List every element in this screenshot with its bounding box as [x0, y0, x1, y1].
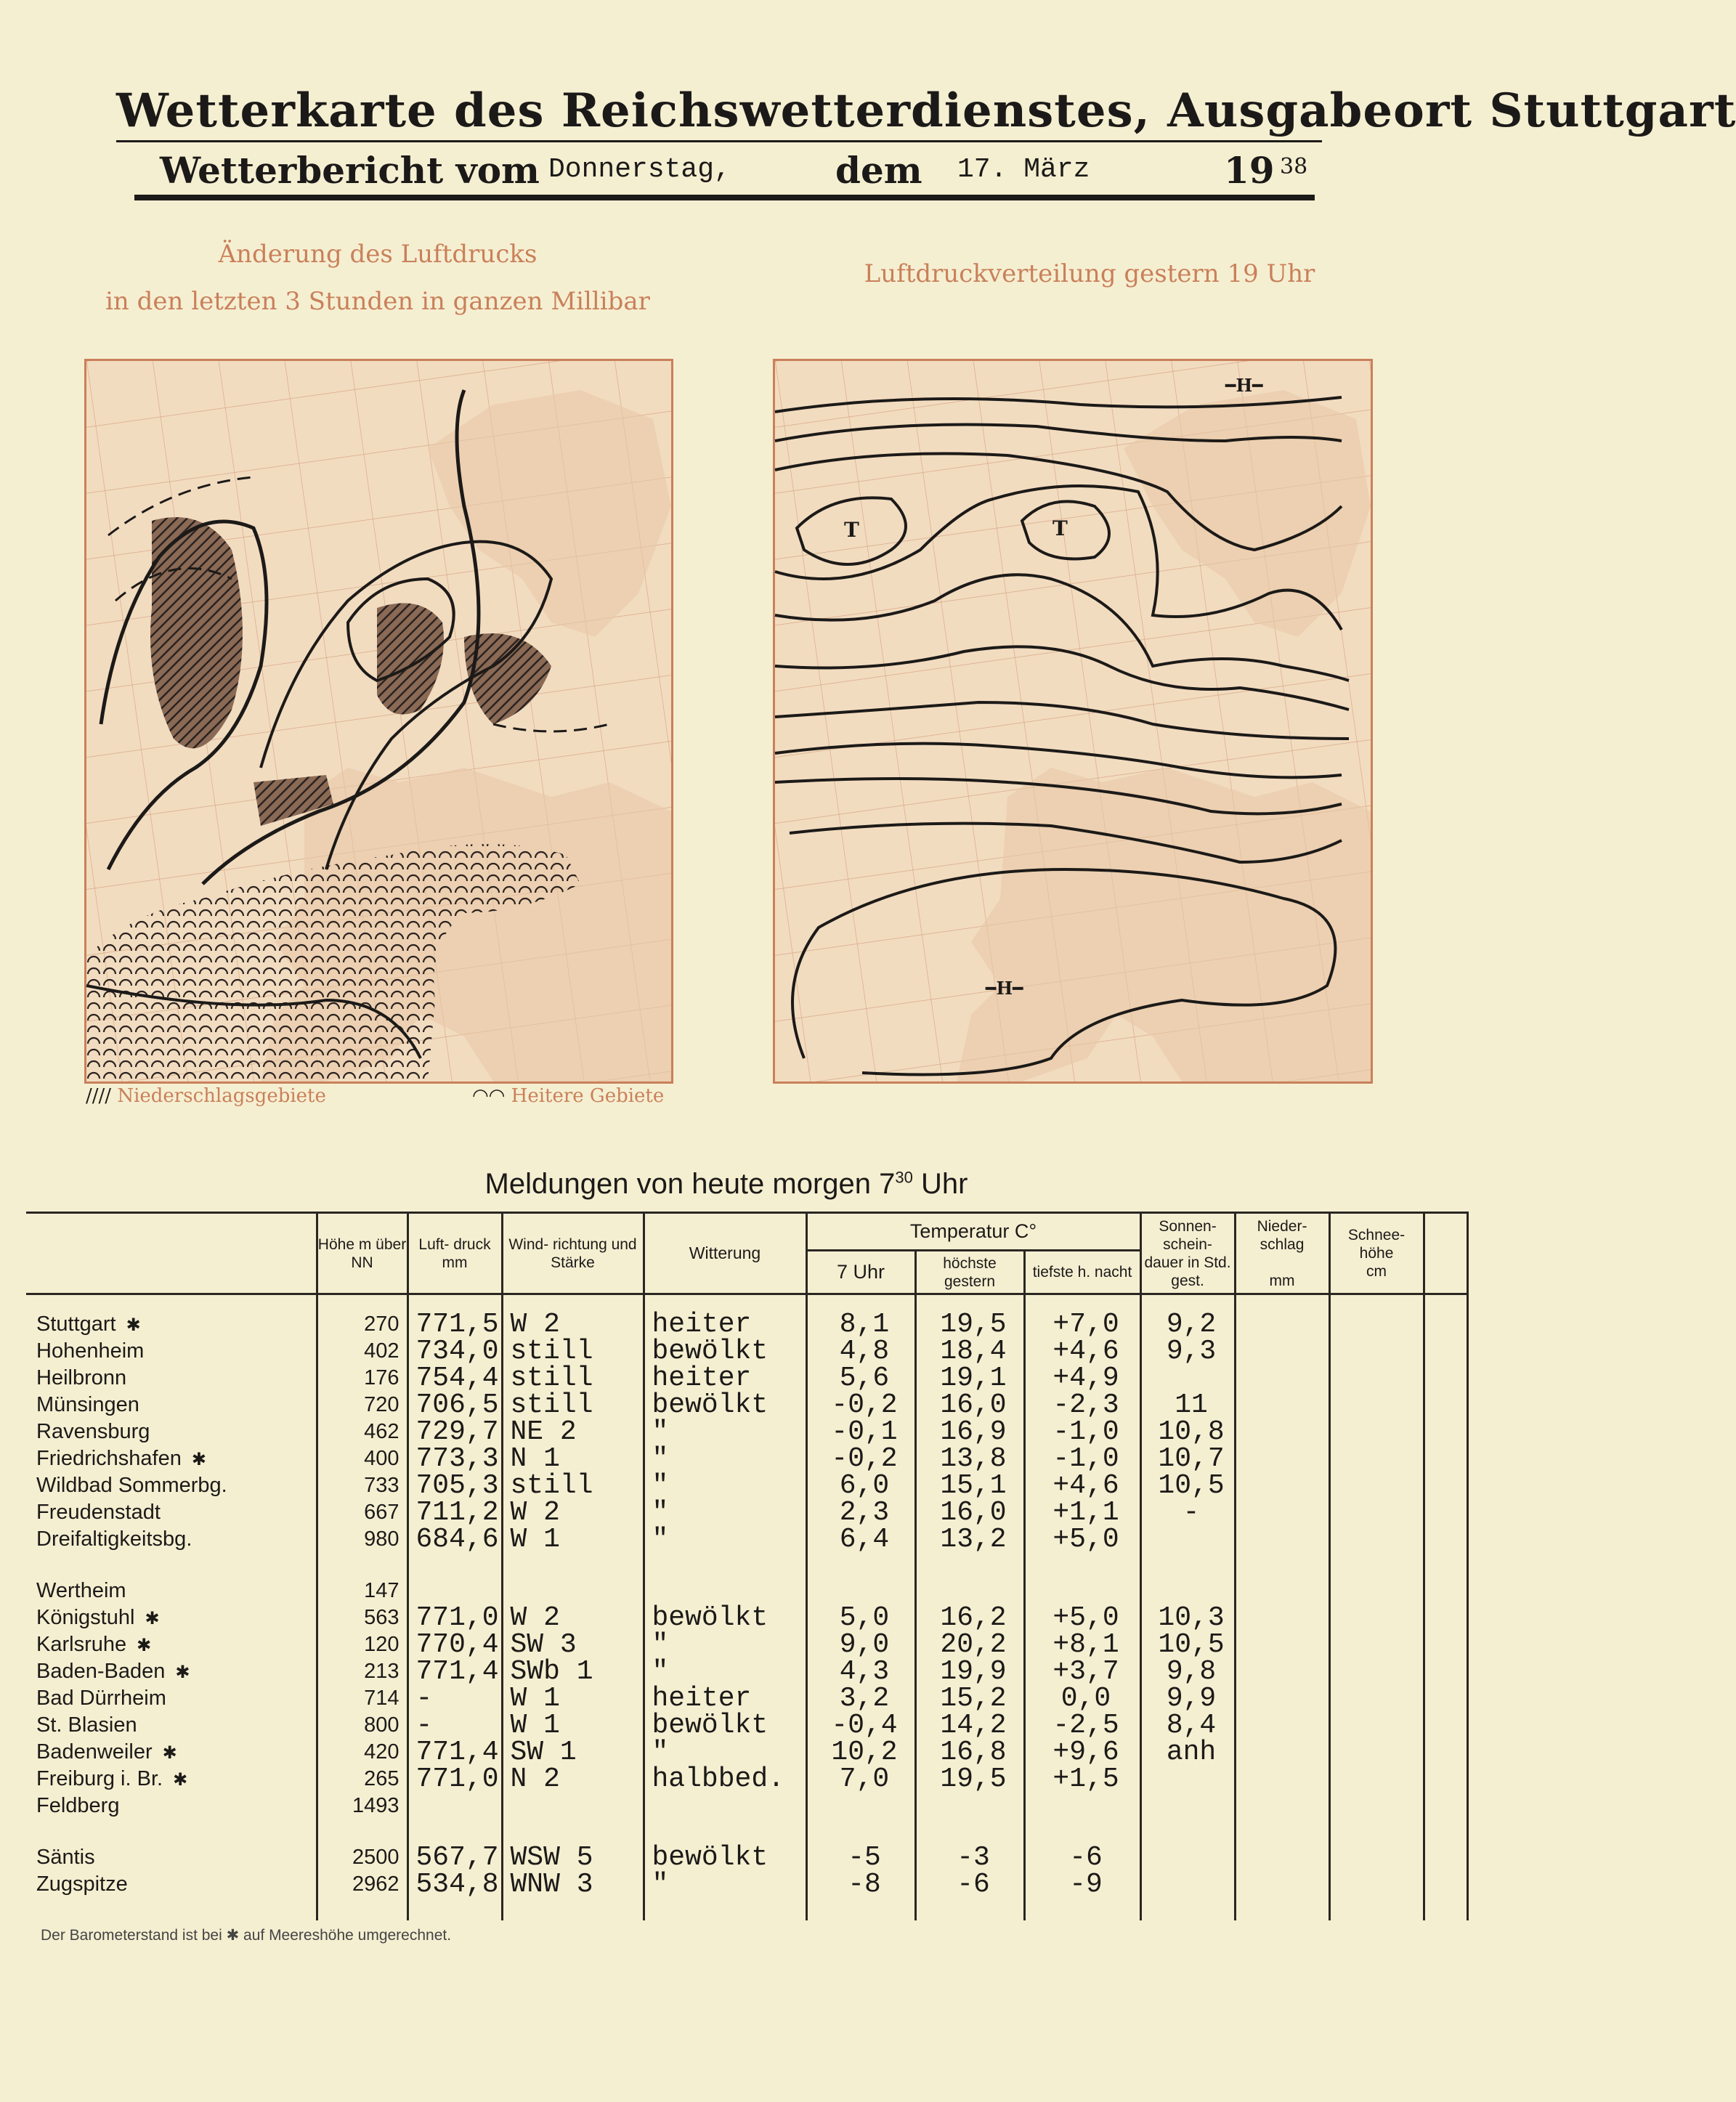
- sea-level-star-icon: ✱: [137, 1636, 152, 1655]
- cell-wind: SW 3: [510, 1629, 577, 1660]
- cell-hoehe: 720: [364, 1393, 399, 1416]
- cell-hoehe: 213: [364, 1660, 399, 1683]
- cell-t7: [815, 1578, 914, 1604]
- group-gap: [36, 1553, 316, 1578]
- cell-ttief: [1033, 1578, 1140, 1604]
- cell-sonne: [1149, 1871, 1234, 1898]
- cell-ttief: +1,5: [1052, 1764, 1119, 1795]
- col-sonne: Sonnen- schein- dauer in Std. gest.: [1140, 1213, 1235, 1294]
- report-heading: [0, 1168, 1453, 1201]
- col-witterung: Witterung: [644, 1213, 806, 1294]
- cell-t7: 10,2: [831, 1737, 898, 1768]
- thoch-values: [915, 1294, 1024, 1921]
- cell-wind: W 1: [510, 1683, 560, 1714]
- cell-hoehe: 800: [364, 1713, 399, 1737]
- high-symbol-south: ━H━: [986, 978, 1023, 999]
- cell-sonne: anh: [1166, 1737, 1217, 1768]
- cell-druck: 771,5: [415, 1309, 499, 1340]
- cell-sonne: -: [1183, 1497, 1200, 1528]
- cell-wind: still: [510, 1363, 593, 1394]
- group-gap: [511, 1553, 643, 1578]
- station-name-text: Ravensburg: [36, 1420, 150, 1443]
- station-name: [36, 1338, 316, 1365]
- col-ttief: tiefste h. nacht: [1024, 1251, 1140, 1294]
- cell-sonne: 9,8: [1166, 1656, 1217, 1687]
- station-name-text: Friedrichshafen: [36, 1447, 182, 1470]
- cell-thoch: 13,8: [940, 1443, 1007, 1474]
- station-name: [36, 1419, 316, 1445]
- table-body: [26, 1294, 1467, 1921]
- report-heading-text: Meldungen von heute morgen 7: [484, 1168, 896, 1200]
- cell-ttief: -1,0: [1052, 1416, 1119, 1448]
- cell-ttief: +5,0: [1052, 1524, 1119, 1555]
- station-name: [36, 1365, 316, 1392]
- cell-thoch: 19,5: [940, 1309, 1007, 1340]
- station-name: [36, 1871, 316, 1898]
- cell-t7: 6,0: [839, 1470, 890, 1501]
- rain-legend-symbol: ////: [86, 1085, 112, 1107]
- blank-values: [1424, 1294, 1467, 1921]
- cell-wind: still: [510, 1389, 593, 1421]
- cell-wind: SWb 1: [510, 1656, 593, 1687]
- group-gap: [652, 1553, 806, 1578]
- cell-druck: 773,3: [415, 1443, 499, 1474]
- cell-t7: 7,0: [839, 1764, 890, 1795]
- cell-t7: -5: [848, 1842, 881, 1873]
- station-name-text: Heilbronn: [36, 1366, 127, 1389]
- cell-witterung: ": [652, 1443, 669, 1474]
- group-gap: [924, 1819, 1023, 1844]
- cell-t7: 8,1: [839, 1309, 890, 1340]
- cell-druck: 771,0: [415, 1764, 499, 1795]
- footnote: Der Barometerstand ist bei ✱ auf Meereshöhe umgerechnet.: [41, 1927, 452, 1944]
- cell-druck: [416, 1578, 501, 1604]
- cell-wind: W 1: [510, 1524, 560, 1555]
- cell-ttief: -2,5: [1052, 1710, 1119, 1741]
- cell-wind: W 1: [510, 1710, 560, 1741]
- cell-ttief: 0,0: [1060, 1683, 1111, 1714]
- year-suffix: 38: [1280, 154, 1308, 179]
- cell-witterung: bewölkt: [652, 1710, 768, 1741]
- cell-thoch: 14,2: [940, 1710, 1007, 1741]
- cell-sonne: [1149, 1578, 1234, 1604]
- group-gap: [318, 1553, 399, 1578]
- cell-thoch: 15,2: [940, 1683, 1007, 1714]
- station-name: [36, 1739, 316, 1766]
- legend-rain: [86, 1085, 326, 1107]
- cell-ttief: +3,7: [1052, 1656, 1119, 1687]
- schnee-values: [1329, 1294, 1424, 1921]
- cell-wind: [511, 1793, 643, 1819]
- station-name: [36, 1526, 316, 1553]
- cell-hoehe: 2962: [352, 1872, 399, 1896]
- observations-table: [26, 1212, 1469, 1920]
- station-name-text: Bad Dürrheim: [36, 1687, 166, 1710]
- title-rule: [116, 140, 1322, 142]
- group-gap: [318, 1819, 399, 1844]
- station-name: [36, 1712, 316, 1739]
- sea-level-star-icon: ✱: [191, 1450, 206, 1469]
- cell-ttief: -6: [1069, 1842, 1103, 1873]
- cell-thoch: 19,1: [940, 1363, 1007, 1394]
- pressure-values: [407, 1294, 502, 1921]
- cell-druck: 567,7: [415, 1842, 499, 1873]
- cell-ttief: +7,0: [1052, 1309, 1119, 1340]
- station-name: [36, 1392, 316, 1419]
- right-map-title: Luftdruckverteilung gestern 19 Uhr: [864, 259, 1315, 288]
- cell-wind: NE 2: [510, 1416, 577, 1448]
- cell-druck: 771,0: [415, 1602, 499, 1634]
- station-name: [36, 1578, 316, 1604]
- sea-level-star-icon: ✱: [162, 1743, 177, 1763]
- cell-druck: 771,4: [415, 1656, 499, 1687]
- group-gap: [1033, 1553, 1140, 1578]
- report-date: 17. März: [957, 154, 1090, 185]
- group-gap: [652, 1819, 806, 1844]
- weekday: Donnerstag,: [548, 154, 731, 185]
- cell-hoehe: 462: [364, 1420, 399, 1443]
- sea-level-star-icon: ✱: [175, 1663, 190, 1682]
- cell-wind: W 2: [510, 1309, 560, 1340]
- cell-wind: W 2: [510, 1497, 560, 1528]
- cell-sonne: 9,2: [1166, 1309, 1217, 1340]
- cell-druck: 711,2: [415, 1497, 499, 1528]
- cell-hoehe: 733: [364, 1474, 399, 1497]
- cell-witterung: ": [652, 1416, 669, 1448]
- col-schnee-label: Schnee- höhe: [1347, 1227, 1406, 1262]
- cell-wind: SW 1: [510, 1737, 577, 1768]
- cell-witterung: bewölkt: [652, 1842, 768, 1873]
- sea-level-star-icon: ✱: [126, 1315, 141, 1335]
- header-rule: [134, 195, 1315, 200]
- station-name-text: Baden-Baden: [36, 1660, 166, 1683]
- cell-ttief: +4,6: [1052, 1470, 1119, 1501]
- sonne-values: [1140, 1294, 1235, 1921]
- cell-ttief: -2,3: [1052, 1389, 1119, 1421]
- station-name: [36, 1604, 316, 1631]
- station-name: [36, 1445, 316, 1472]
- station-name-text: St. Blasien: [36, 1713, 137, 1737]
- cell-ttief: +8,1: [1052, 1629, 1119, 1660]
- col-blank: [1424, 1213, 1467, 1294]
- col-t7: 7 Uhr: [806, 1251, 915, 1294]
- cell-druck: 729,7: [415, 1416, 499, 1448]
- station-name-text: Stuttgart: [36, 1312, 116, 1336]
- group-gap: [416, 1553, 501, 1578]
- pressure-change-map-svg: [86, 361, 671, 1082]
- col-schnee: [1329, 1213, 1424, 1294]
- low-symbol-west: T: [844, 518, 859, 542]
- cell-sonne: 9,9: [1166, 1683, 1217, 1714]
- cell-sonne: 10,5: [1158, 1470, 1225, 1501]
- cell-t7: -0,4: [831, 1710, 898, 1741]
- group-gap: [815, 1553, 914, 1578]
- pressure-distribution-map: [773, 359, 1373, 1084]
- cell-druck: 770,4: [415, 1629, 499, 1660]
- col-thoch: höchste gestern: [915, 1251, 1024, 1294]
- station-name-text: Königstuhl: [36, 1606, 135, 1629]
- cell-witterung: ": [652, 1497, 669, 1528]
- col-wind: Wind- richtung und Stärke: [502, 1213, 644, 1294]
- report-heading-tail: Uhr: [921, 1168, 968, 1200]
- col-hoehe: Höhe m über NN: [317, 1213, 407, 1294]
- cell-witterung: ": [652, 1524, 669, 1555]
- cell-hoehe: 980: [364, 1527, 399, 1551]
- cell-t7: 9,0: [839, 1629, 890, 1660]
- cell-ttief: [1033, 1793, 1140, 1819]
- cell-ttief: +4,9: [1052, 1363, 1119, 1394]
- station-name: [36, 1472, 316, 1499]
- cell-witterung: [652, 1578, 806, 1604]
- station-col-header: [26, 1213, 317, 1294]
- cell-wind: W 2: [510, 1602, 560, 1634]
- group-gap: [36, 1819, 316, 1844]
- pressure-change-map: [84, 359, 673, 1084]
- cell-witterung: bewölkt: [652, 1602, 768, 1634]
- station-name: [36, 1499, 316, 1526]
- group-gap: [1149, 1553, 1234, 1578]
- cell-t7: -0,2: [831, 1389, 898, 1421]
- cell-wind: WSW 5: [510, 1842, 593, 1873]
- cell-thoch: [924, 1793, 1023, 1819]
- cell-hoehe: 402: [364, 1339, 399, 1363]
- cell-druck: 684,6: [415, 1524, 499, 1555]
- report-label: Wetterbericht vom: [160, 149, 540, 192]
- station-name: [36, 1658, 316, 1685]
- cell-druck: 771,4: [415, 1737, 499, 1768]
- cell-hoehe: 1493: [352, 1794, 399, 1817]
- cell-ttief: +5,0: [1052, 1602, 1119, 1634]
- cell-t7: 4,8: [839, 1336, 890, 1367]
- cell-hoehe: 714: [364, 1687, 399, 1710]
- col-luftdruck: Luft- druck mm: [407, 1213, 502, 1294]
- col-niederschlag: [1235, 1213, 1329, 1294]
- cell-t7: 2,3: [839, 1497, 890, 1528]
- low-symbol-center: T: [1052, 516, 1068, 540]
- cell-witterung: heiter: [652, 1309, 752, 1340]
- cell-t7: 5,6: [839, 1363, 890, 1394]
- station-name: [36, 1631, 316, 1658]
- station-name-text: Zugspitze: [36, 1872, 128, 1896]
- cell-sonne: 10,5: [1158, 1629, 1225, 1660]
- station-name-text: Freudenstadt: [36, 1501, 161, 1524]
- sea-level-star-icon: ✱: [173, 1770, 188, 1790]
- group-gap: [1033, 1819, 1140, 1844]
- cell-hoehe: 265: [364, 1767, 399, 1790]
- cell-sonne: 10,7: [1158, 1443, 1225, 1474]
- dem-label: dem: [835, 149, 922, 192]
- cell-thoch: 16,2: [940, 1602, 1007, 1634]
- cell-ttief: +9,6: [1052, 1737, 1119, 1768]
- station-names: [26, 1294, 317, 1921]
- page-title: Wetterkarte des Reichswetterdienstes, Ausgabeort Stuttgart: [116, 84, 1736, 138]
- col-niederschlag-label: Nieder- schlag: [1257, 1217, 1307, 1253]
- cell-sonne: 10,8: [1158, 1416, 1225, 1448]
- station-name-text: Münsingen: [36, 1393, 139, 1416]
- left-map-title-2: in den letzten 3 Stunden in ganzen Millibar: [105, 287, 650, 316]
- cell-sonne: [1149, 1793, 1234, 1819]
- cell-hoehe: 147: [364, 1579, 399, 1602]
- cell-ttief: -9: [1069, 1869, 1103, 1900]
- wind-values: [502, 1294, 644, 1921]
- cell-thoch: 18,4: [940, 1336, 1007, 1367]
- cell-t7: -0,1: [831, 1416, 898, 1448]
- report-heading-sup: 30: [895, 1168, 913, 1187]
- cell-druck: 706,5: [415, 1389, 499, 1421]
- cell-hoehe: 400: [364, 1447, 399, 1470]
- high-symbol-north: ━H━: [1225, 375, 1263, 396]
- cell-witterung: heiter: [652, 1363, 752, 1394]
- cell-t7: -8: [848, 1869, 881, 1900]
- cell-wind: still: [510, 1470, 593, 1501]
- cell-thoch: -6: [957, 1869, 990, 1900]
- cell-ttief: +1,1: [1052, 1497, 1119, 1528]
- cell-ttief: +4,6: [1052, 1336, 1119, 1367]
- cell-thoch: 16,9: [940, 1416, 1007, 1448]
- cell-thoch: [924, 1578, 1023, 1604]
- cell-druck: -: [415, 1710, 433, 1741]
- cell-wind: still: [510, 1336, 593, 1367]
- station-name: [36, 1844, 316, 1871]
- cell-wind: WNW 3: [510, 1869, 593, 1900]
- cell-druck: -: [415, 1683, 433, 1714]
- cell-thoch: 19,5: [940, 1764, 1007, 1795]
- year-prefix: 19: [1224, 149, 1275, 192]
- cell-ttief: -1,0: [1052, 1443, 1119, 1474]
- cell-sonne: [1149, 1526, 1234, 1553]
- group-gap: [815, 1819, 914, 1844]
- cell-witterung: [652, 1793, 806, 1819]
- cell-wind: [511, 1578, 643, 1604]
- cell-t7: -0,2: [831, 1443, 898, 1474]
- station-name-text: Säntis: [36, 1846, 95, 1869]
- cell-witterung: bewölkt: [652, 1336, 768, 1367]
- station-name-text: Karlsruhe: [36, 1633, 127, 1656]
- station-name-text: Feldberg: [36, 1794, 120, 1817]
- station-name: [36, 1793, 316, 1819]
- cell-druck: 534,8: [415, 1869, 499, 1900]
- col-niederschlag-unit: mm: [1269, 1272, 1295, 1289]
- group-gap: [416, 1819, 501, 1844]
- cell-thoch: 19,9: [940, 1656, 1007, 1687]
- cell-hoehe: 176: [364, 1366, 399, 1389]
- cell-thoch: 16,0: [940, 1389, 1007, 1421]
- cell-t7: 5,0: [839, 1602, 890, 1634]
- cell-thoch: 20,2: [940, 1629, 1007, 1660]
- cell-t7: 6,4: [839, 1524, 890, 1555]
- left-map-title-1: Änderung des Luftdrucks: [218, 240, 538, 269]
- rain-legend-label: Niederschlagsgebiete: [117, 1085, 326, 1107]
- station-name-text: Hohenheim: [36, 1339, 145, 1363]
- cell-witterung: halbbed.: [652, 1764, 784, 1795]
- pressure-distribution-map-svg: [775, 361, 1371, 1082]
- cell-t7: 4,3: [839, 1656, 890, 1687]
- cell-druck: 705,3: [415, 1470, 499, 1501]
- station-heights: [317, 1294, 407, 1921]
- cell-thoch: 16,0: [940, 1497, 1007, 1528]
- cell-druck: [416, 1793, 501, 1819]
- cell-sonne: 9,3: [1166, 1336, 1217, 1367]
- col-temperatur: Temperatur C°: [806, 1213, 1140, 1251]
- ttief-values: [1024, 1294, 1140, 1921]
- cell-thoch: 15,1: [940, 1470, 1007, 1501]
- cell-witterung: bewölkt: [652, 1389, 768, 1421]
- station-name-text: Wildbad Sommerbg.: [36, 1474, 227, 1497]
- clear-legend-symbol: ◠◠: [472, 1085, 506, 1107]
- cell-witterung: ": [652, 1629, 669, 1660]
- cell-druck: 754,4: [415, 1363, 499, 1394]
- cell-sonne: [1149, 1766, 1234, 1793]
- cell-hoehe: 563: [364, 1606, 399, 1629]
- cell-witterung: ": [652, 1737, 669, 1768]
- legend-clear: [472, 1085, 664, 1107]
- cell-druck: 734,0: [415, 1336, 499, 1367]
- cell-witterung: ": [652, 1869, 669, 1900]
- cell-hoehe: 270: [364, 1312, 399, 1336]
- weather-values: [644, 1294, 806, 1921]
- clear-legend-label: Heitere Gebiete: [511, 1085, 665, 1107]
- cell-witterung: ": [652, 1470, 669, 1501]
- station-name-text: Freiburg i. Br.: [36, 1767, 163, 1790]
- station-name: [36, 1766, 316, 1793]
- station-name-text: Badenweiler: [36, 1740, 153, 1764]
- cell-sonne: [1149, 1844, 1234, 1871]
- cell-thoch: 16,8: [940, 1737, 1007, 1768]
- group-gap: [511, 1819, 643, 1844]
- cell-witterung: ": [652, 1656, 669, 1687]
- station-name: [36, 1311, 316, 1338]
- group-gap: [1149, 1819, 1234, 1844]
- cell-t7: 3,2: [839, 1683, 890, 1714]
- cell-sonne: 11: [1175, 1389, 1208, 1421]
- cell-thoch: -3: [957, 1842, 990, 1873]
- cell-hoehe: 120: [364, 1633, 399, 1656]
- cell-wind: N 1: [510, 1443, 560, 1474]
- cell-sonne: 10,3: [1158, 1602, 1225, 1634]
- station-name-text: Wertheim: [36, 1579, 126, 1602]
- cell-hoehe: 667: [364, 1501, 399, 1524]
- cell-hoehe: 420: [364, 1740, 399, 1764]
- sea-level-star-icon: ✱: [145, 1609, 160, 1628]
- station-name: [36, 1685, 316, 1712]
- cell-thoch: 13,2: [940, 1524, 1007, 1555]
- cell-hoehe: 2500: [352, 1846, 399, 1869]
- niederschlag-values: [1235, 1294, 1329, 1921]
- t7-values: [806, 1294, 915, 1921]
- station-name-text: Dreifaltigkeitsbg.: [36, 1527, 192, 1551]
- group-gap: [924, 1553, 1023, 1578]
- cell-t7: [815, 1793, 914, 1819]
- cell-sonne: [1149, 1365, 1234, 1392]
- cell-sonne: 8,4: [1166, 1710, 1217, 1741]
- cell-witterung: heiter: [652, 1683, 752, 1714]
- cell-wind: N 2: [510, 1764, 560, 1795]
- col-schnee-unit: cm: [1366, 1263, 1387, 1280]
